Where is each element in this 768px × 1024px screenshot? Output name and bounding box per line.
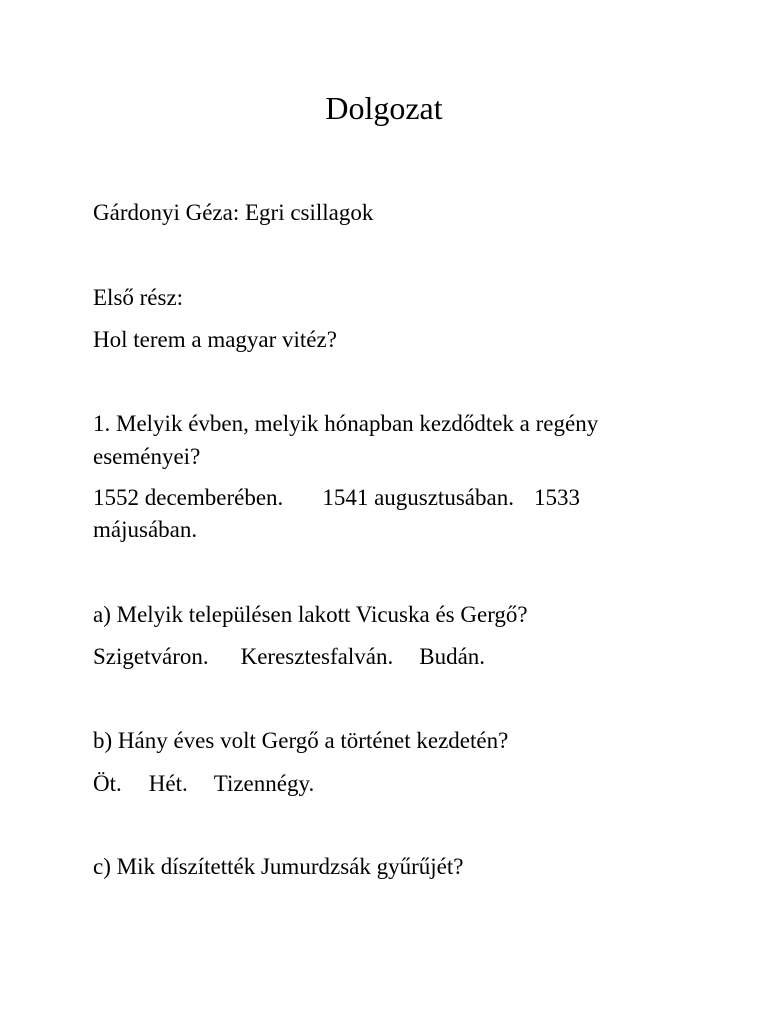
part-label: Első rész: [93, 285, 184, 310]
question-a: a) Melyik településen lakott Vicuska és Gergő? [93, 602, 528, 627]
question-a-options [93, 641, 693, 673]
question-1-line-1: 1. Melyik évben, melyik hónapban kezdődtek a regény [93, 411, 599, 436]
book-title: Gárdonyi Géza: Egri csillagok [93, 200, 374, 225]
answer-option: Hét. [148, 771, 188, 796]
answer-option: 1552 decemberében. [93, 485, 284, 510]
question-c: c) Mik díszítették Jumurdzsák gyűrűjét? [93, 854, 464, 879]
answer-option: Öt. [93, 771, 122, 796]
question-1-options [93, 482, 693, 514]
answer-option: Szigetváron. [93, 644, 209, 669]
answer-option: Keresztesfalván. [240, 644, 394, 669]
question-1-options-continued: májusában. [93, 517, 198, 542]
question-1-line-2: eseményei? [93, 444, 201, 469]
answer-option: Budán. [419, 644, 486, 669]
answer-option: 1541 augusztusában. [322, 485, 514, 510]
answer-option: 1533 [533, 485, 580, 510]
page-title: Dolgozat [325, 90, 443, 126]
chapter-title: Hol terem a magyar vitéz? [93, 327, 337, 352]
question-b-options [93, 768, 693, 800]
question-b: b) Hány éves volt Gergő a történet kezdetén? [93, 728, 509, 753]
answer-option: Tizennégy. [213, 771, 315, 796]
